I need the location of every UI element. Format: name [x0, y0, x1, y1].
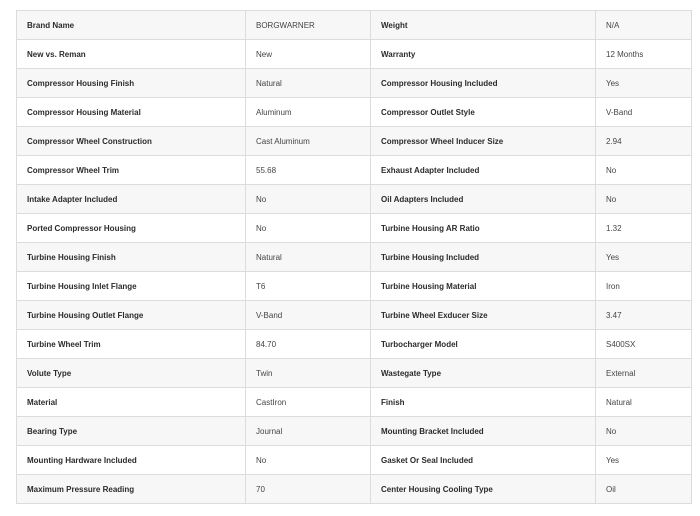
spec-label: Oil Adapters Included — [371, 185, 596, 214]
spec-label: Maximum Pressure Reading — [17, 475, 246, 504]
table-row — [17, 359, 692, 388]
spec-value: N/A — [596, 11, 692, 40]
spec-value: Iron — [596, 272, 692, 301]
specifications-table-body — [17, 11, 692, 504]
spec-label: Turbine Housing Material — [371, 272, 596, 301]
spec-value: Natural — [596, 388, 692, 417]
spec-value: No — [246, 185, 371, 214]
spec-label: Compressor Housing Finish — [17, 69, 246, 98]
spec-value: External — [596, 359, 692, 388]
spec-value: New — [246, 40, 371, 69]
spec-value: 2.94 — [596, 127, 692, 156]
table-row — [17, 214, 692, 243]
table-row — [17, 446, 692, 475]
spec-value: Natural — [246, 243, 371, 272]
table-row — [17, 156, 692, 185]
spec-value: S400SX — [596, 330, 692, 359]
spec-value: BORGWARNER — [246, 11, 371, 40]
spec-label: Compressor Wheel Trim — [17, 156, 246, 185]
spec-label: Wastegate Type — [371, 359, 596, 388]
spec-value: Yes — [596, 243, 692, 272]
table-row — [17, 40, 692, 69]
spec-label: Material — [17, 388, 246, 417]
table-row — [17, 98, 692, 127]
spec-label: Turbocharger Model — [371, 330, 596, 359]
table-row — [17, 185, 692, 214]
table-row — [17, 127, 692, 156]
spec-label: Turbine Wheel Exducer Size — [371, 301, 596, 330]
spec-value: 84.70 — [246, 330, 371, 359]
spec-value: 1.32 — [596, 214, 692, 243]
spec-value: 3.47 — [596, 301, 692, 330]
spec-label: Ported Compressor Housing — [17, 214, 246, 243]
spec-label: Gasket Or Seal Included — [371, 446, 596, 475]
spec-value: Oil — [596, 475, 692, 504]
specifications-table — [16, 10, 692, 504]
spec-value: 12 Months — [596, 40, 692, 69]
spec-label: Finish — [371, 388, 596, 417]
table-row — [17, 243, 692, 272]
table-row — [17, 69, 692, 98]
spec-value: T6 — [246, 272, 371, 301]
spec-value: V-Band — [596, 98, 692, 127]
spec-label: Turbine Housing Inlet Flange — [17, 272, 246, 301]
spec-value: 55.68 — [246, 156, 371, 185]
spec-label: Weight — [371, 11, 596, 40]
spec-value: V-Band — [246, 301, 371, 330]
spec-label: Brand Name — [17, 11, 246, 40]
spec-label: Mounting Bracket Included — [371, 417, 596, 446]
spec-value: No — [246, 214, 371, 243]
spec-label: Turbine Housing Outlet Flange — [17, 301, 246, 330]
spec-value: CastIron — [246, 388, 371, 417]
spec-label: Center Housing Cooling Type — [371, 475, 596, 504]
spec-label: Warranty — [371, 40, 596, 69]
table-row — [17, 388, 692, 417]
spec-label: Bearing Type — [17, 417, 246, 446]
spec-label: Compressor Wheel Inducer Size — [371, 127, 596, 156]
spec-label: Mounting Hardware Included — [17, 446, 246, 475]
table-row — [17, 11, 692, 40]
spec-value: Cast Aluminum — [246, 127, 371, 156]
spec-label: Exhaust Adapter Included — [371, 156, 596, 185]
spec-value: No — [246, 446, 371, 475]
spec-value: Natural — [246, 69, 371, 98]
table-row — [17, 475, 692, 504]
spec-value: Yes — [596, 69, 692, 98]
spec-label: Turbine Housing Finish — [17, 243, 246, 272]
spec-value: Yes — [596, 446, 692, 475]
spec-value: No — [596, 156, 692, 185]
spec-label: Turbine Housing AR Ratio — [371, 214, 596, 243]
spec-label: Volute Type — [17, 359, 246, 388]
spec-value: Journal — [246, 417, 371, 446]
spec-value: No — [596, 417, 692, 446]
spec-value: Aluminum — [246, 98, 371, 127]
spec-label: New vs. Reman — [17, 40, 246, 69]
spec-value: 70 — [246, 475, 371, 504]
spec-label: Compressor Housing Material — [17, 98, 246, 127]
spec-label: Compressor Outlet Style — [371, 98, 596, 127]
table-row — [17, 301, 692, 330]
spec-label: Compressor Wheel Construction — [17, 127, 246, 156]
table-row — [17, 272, 692, 301]
spec-label: Intake Adapter Included — [17, 185, 246, 214]
table-row — [17, 330, 692, 359]
spec-label: Turbine Housing Included — [371, 243, 596, 272]
spec-value: No — [596, 185, 692, 214]
spec-value: Twin — [246, 359, 371, 388]
spec-label: Compressor Housing Included — [371, 69, 596, 98]
spec-label: Turbine Wheel Trim — [17, 330, 246, 359]
table-row — [17, 417, 692, 446]
